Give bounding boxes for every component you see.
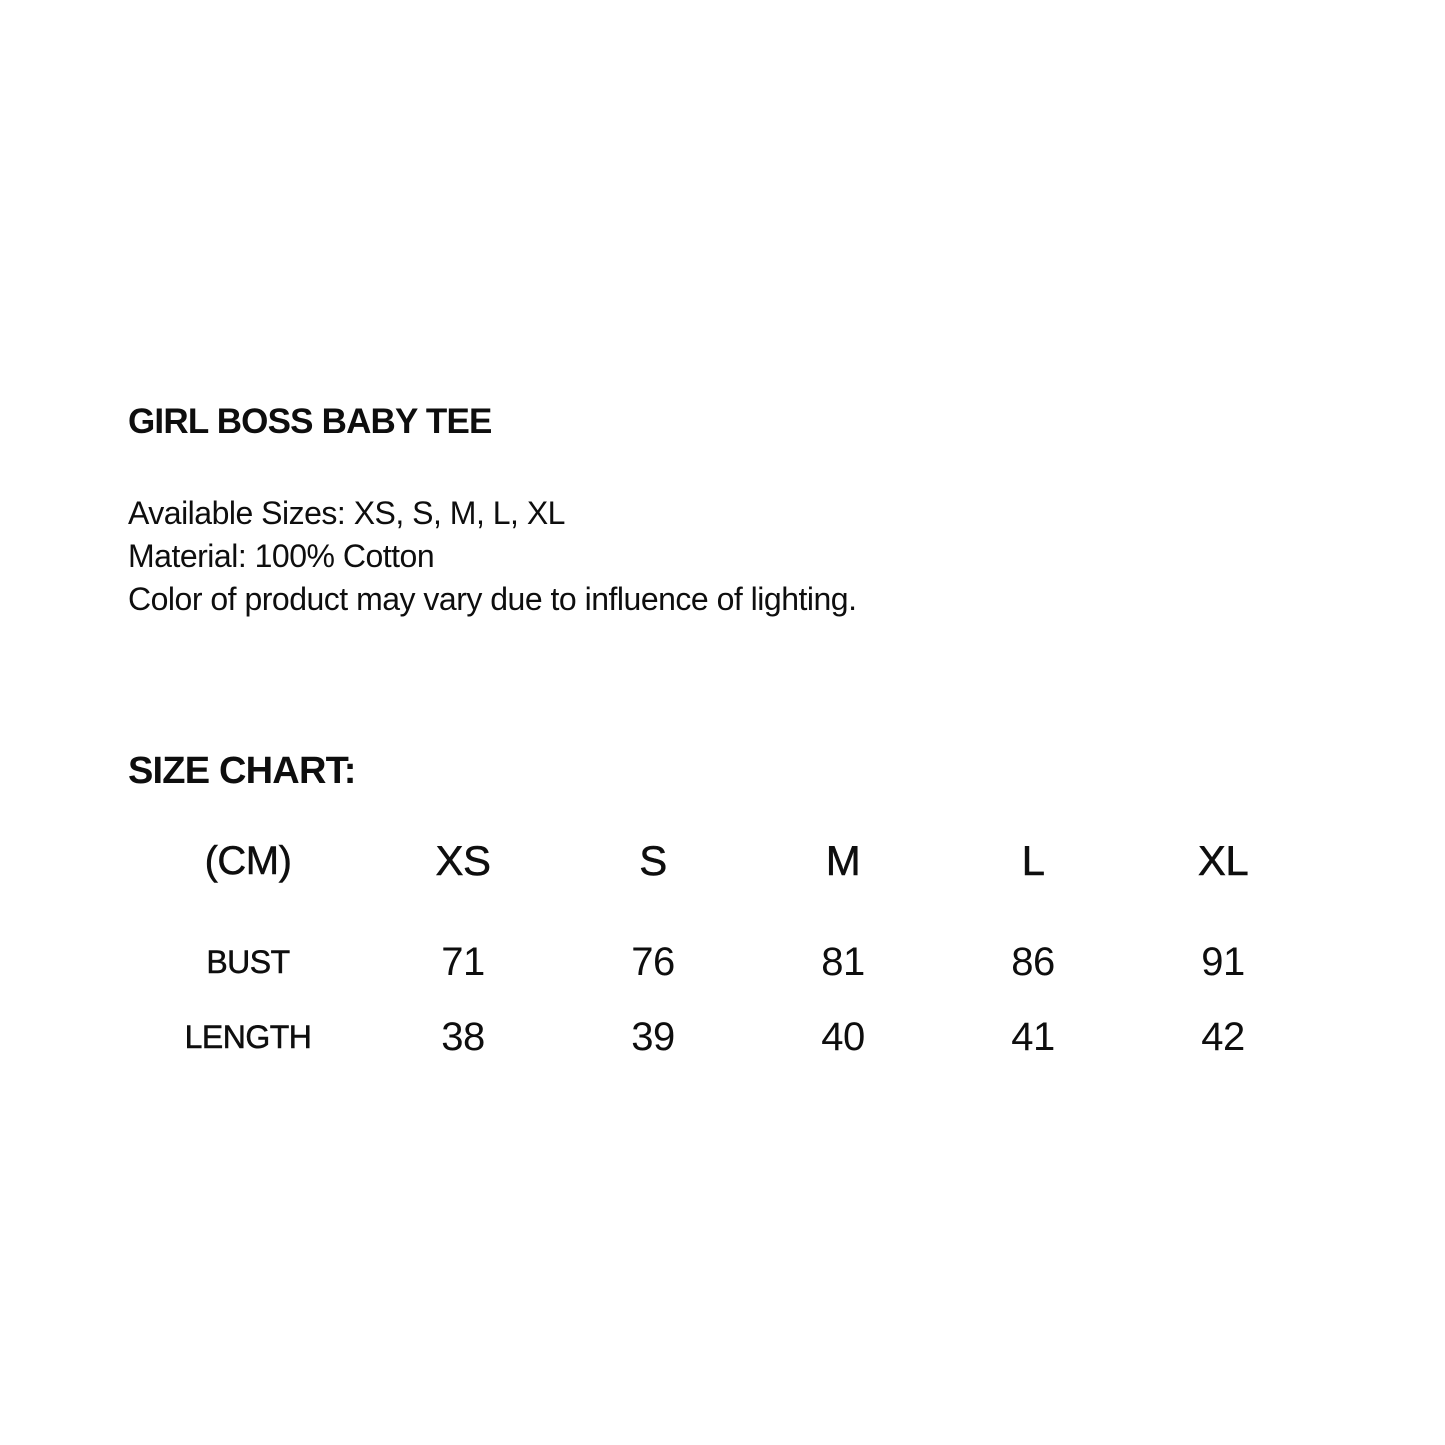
bust-value-m: 81 <box>821 940 865 984</box>
length-value-m: 40 <box>821 1015 865 1059</box>
product-available-sizes: Available Sizes: XS, S, M, L, XL <box>128 495 565 531</box>
table-row-length <box>128 1015 1318 1059</box>
column-header-xl: XL <box>1197 837 1249 884</box>
length-value-l: 41 <box>1011 1015 1055 1059</box>
product-color-note: Color of product may vary due to influence of lighting. <box>128 581 857 617</box>
size-chart-heading: SIZE CHART: <box>128 750 356 792</box>
product-title: GIRL BOSS BABY TEE <box>128 402 492 441</box>
length-value-s: 39 <box>631 1015 675 1059</box>
column-header-xs: XS <box>435 837 491 884</box>
product-material: Material: 100% Cotton <box>128 538 435 574</box>
unit-label: (CM) <box>204 838 292 883</box>
column-header-m: M <box>825 837 861 884</box>
product-details <box>128 492 856 621</box>
bust-value-xs: 71 <box>441 940 485 984</box>
row-label-bust: BUST <box>206 944 290 980</box>
row-label-length: LENGTH <box>184 1019 312 1055</box>
length-value-xs: 38 <box>441 1015 485 1059</box>
bust-value-xl: 91 <box>1201 940 1245 984</box>
bust-value-s: 76 <box>631 940 675 984</box>
table-row-bust <box>128 940 1318 984</box>
column-header-l: L <box>1021 837 1045 884</box>
size-chart-header-row <box>128 837 1318 883</box>
column-header-s: S <box>639 837 667 884</box>
bust-value-l: 86 <box>1011 940 1055 984</box>
length-value-xl: 42 <box>1201 1015 1245 1059</box>
